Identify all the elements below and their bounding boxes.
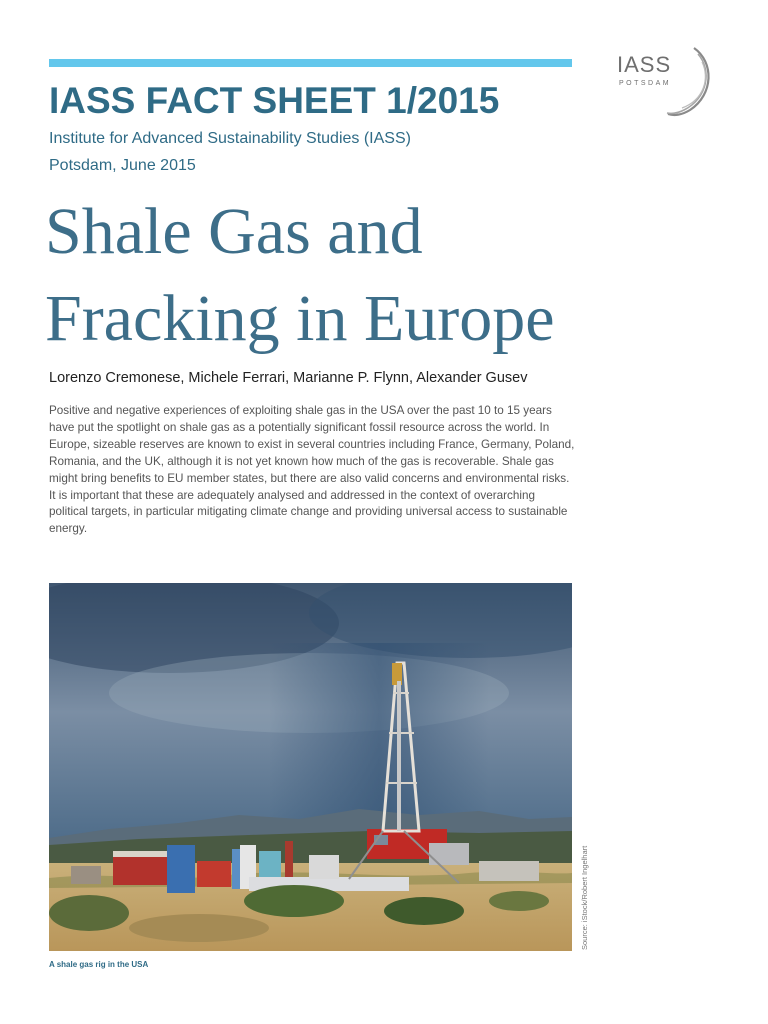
photo-caption: A shale gas rig in the USA (49, 960, 149, 969)
title-line-2: Fracking in Europe (45, 282, 555, 355)
abstract-text: Positive and negative experiences of exploiting shale gas in the USA over the past 10 to 15 years have put the spotlight on shale gas as a potentially significant fossil resource across the world. In Europe, sizeable reserves are known to exist in several countries including France, Germany, Poland, Romania, and the UK, although it is not yet known how much of the gas is recoverable. Shale gas might bring benefits to EU member states, but there are also valid concerns and environmental risks. It is important that these are adequately analysed and addressed in the context of overarching political targets, in particular mitigating climate change and providing universal access to sustainable energy. (49, 404, 575, 536)
logo-subtitle: POTSDAM (619, 80, 672, 87)
institute-name: Institute for Advanced Sustainability Studies (IASS) (49, 130, 411, 147)
photo-credit: Source: iStock/Robert Ingelhart (580, 845, 589, 950)
place-date: Potsdam, June 2015 (49, 157, 196, 174)
accent-bar (49, 59, 572, 67)
shale-gas-rig-photo (49, 583, 572, 951)
document-title (45, 188, 605, 362)
title-line-1: Shale Gas and (45, 195, 423, 268)
factsheet-title: IASS FACT SHEET 1/2015 (49, 80, 500, 121)
rig-photo-illustration (49, 583, 572, 951)
author-list: Lorenzo Cremonese, Michele Ferrari, Marianne P. Flynn, Alexander Gusev (49, 370, 528, 386)
iass-logo (612, 44, 716, 120)
logo-wordmark: IASS (617, 52, 672, 77)
